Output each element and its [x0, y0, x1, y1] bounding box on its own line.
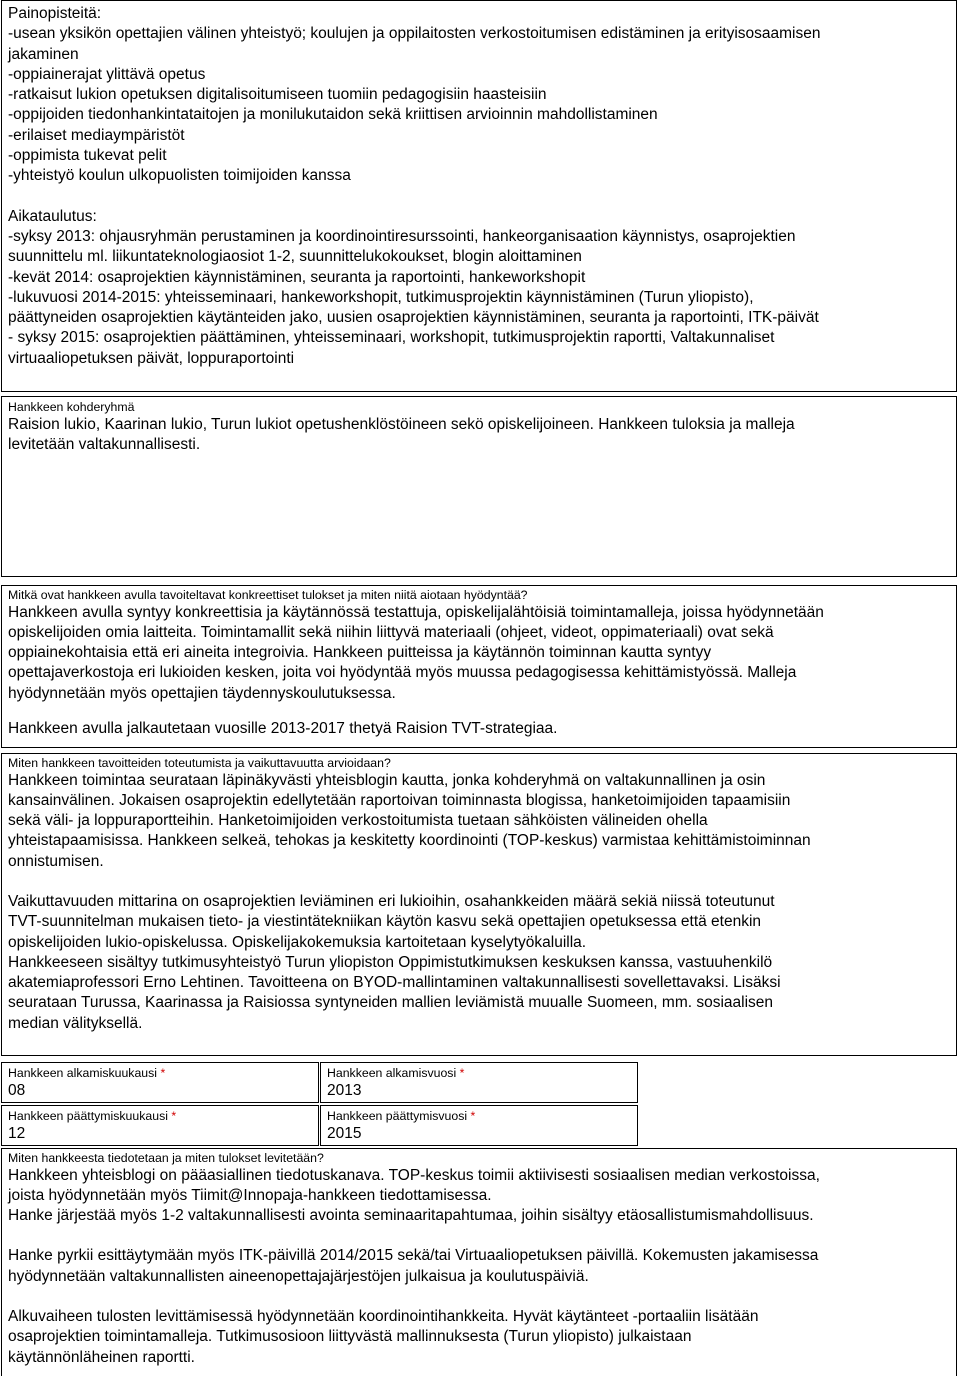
- start-year-value: 2013: [327, 1081, 362, 1099]
- text-line: Alkuvaiheen tulosten levittämisessä hyödynnetään koordinointihankkeita. Hyvät käytänteet -portaaliin lisätään: [8, 1307, 759, 1325]
- text-line: Painopisteitä:: [8, 5, 102, 22]
- text-line: Hankkeen toimintaa seurataan läpinäkyvästi yhteisblogin kautta, jonka kohderyhmä on valtakunnallinen ja osin: [8, 771, 766, 789]
- text-line: sekä väli- ja loppuraportteihin. Hanketoimijoiden verkostoitumista tuetaan sähköisten välineiden ohella: [8, 812, 708, 830]
- text-line: -oppimista tukevat pelit: [8, 147, 167, 165]
- field-label: Hankkeen alkamisvuosi *: [327, 1066, 465, 1080]
- text-line: opettajaverkostoja eri lukioiden kesken, joita voi hyödyntää myös muussa pedagogisessa kehittämistyössä. Malleja: [8, 664, 797, 682]
- monitoring-text: [8, 771, 950, 1035]
- text-line: akatemiaprofessori Erno Lehtinen. Tavoitteena on BYOD-mallintaminen valtakunnallisesti sovellettavaksi. Lisäksi: [8, 974, 781, 992]
- start-year-field: [320, 1062, 638, 1103]
- text-line: opiskelijoiden lukio-opiskelussa. Opiskelijakokemuksia kartoitetaan kyselytyökaluilla.: [8, 933, 587, 951]
- text-line: onnistumisen.: [8, 852, 104, 870]
- end-month-value: 12: [8, 1124, 26, 1142]
- target-group-box: [1, 396, 957, 577]
- results-text: [8, 603, 950, 740]
- text-line: -erilaiset mediaympäristöt: [8, 126, 185, 144]
- text-line: Aikataulutus:: [8, 207, 97, 225]
- field-label: Hankkeen kohderyhmä: [8, 400, 135, 414]
- text-line: - syksy 2015: osaprojektien päättäminen, yhteisseminaari, workshopit, tutkimusprojektin raportti, Valtakunnaliset: [8, 329, 775, 347]
- focus-schedule-box: [1, 0, 957, 392]
- start-month-field: [1, 1062, 319, 1103]
- end-year-value: 2015: [327, 1124, 362, 1142]
- text-line: virtuaaliopetuksen päivät, loppuraportointi: [8, 349, 295, 367]
- text-line: kansainvälinen. Jokaisen osaprojektin edellytetään raportoivan toiminnasta blogissa, hanketoimijoiden tapaamisiin: [8, 791, 791, 809]
- text-line: levitetään valtakunnallisesti.: [8, 435, 201, 453]
- text-line: -kevät 2014: osaprojektien käynnistäminen, seuranta ja raportointi, hankeworkshopit: [8, 268, 586, 286]
- end-year-field: [320, 1105, 638, 1146]
- text-line: yhteistapaamisissa. Hankkeen selkeä, tehokas ja keskitetty koordinointi (TOP-keskus) varmistaa kehittämistoiminnan: [8, 832, 811, 850]
- focus-areas-text: [8, 4, 950, 369]
- text-line: -oppiainerajat ylittävä opetus: [8, 65, 206, 83]
- text-line: -usean yksikön opettajien välinen yhteistyö; koulujen ja oppilaitosten verkostoitumisen edistäminen ja erityisosaamisen: [8, 25, 821, 43]
- text-line: TVT-suunnitelman mukaisen tieto- ja viestintätekniikan käytön kasvu sekä opettajien opetuksessa että etenkin: [8, 913, 762, 931]
- text-line: jakaminen: [8, 45, 79, 63]
- dissemination-box: [1, 1148, 957, 1376]
- field-label: Hankkeen alkamiskuukausi *: [8, 1066, 166, 1080]
- text-line: Hankkeen yhteisblogi on pääasiallinen tiedotuskanava. TOP-keskus toimii aktiivisesti sosiaalisen median verkostoissa,: [8, 1166, 820, 1184]
- text-line: Vaikuttavuuden mittarina on osaprojektien leviäminen eri lukioihin, osahankkeiden määrä sekiä niissä toteutunut: [8, 892, 775, 910]
- dissemination-text: [8, 1166, 950, 1368]
- text-line: -lukuvuosi 2014-2015: yhteisseminaari, hankeworkshopit, tutkimusprojektin käynnistäminen (Turun yliopisto),: [8, 288, 754, 306]
- text-line: joista hyödynnetään myös Tiimit@Innopaja-hankkeen tiedottamisessa.: [8, 1186, 492, 1204]
- field-label: Mitkä ovat hankkeen avulla tavoiteltavat konkreettiset tulokset ja miten niitä aiotaan hyödyntää?: [8, 588, 528, 602]
- text-line: hyödynnetään myös opettajien täydennyskoulutuksessa.: [8, 684, 396, 702]
- results-box: [1, 585, 957, 748]
- text-line: Hanke järjestää myös 1-2 valtakunnallisesti avointa seminaaritapahtumaa, joihin sisältyy etäosallistumismahdollisuus.: [8, 1207, 814, 1225]
- field-label: Hankkeen päättymisvuosi *: [327, 1109, 476, 1123]
- text-line: päättyneiden osaprojektien käytänteiden jako, uusien osaprojektien käynnistäminen, seuranta ja raportointi, ITK-päivät: [8, 309, 819, 327]
- target-group-text: [8, 415, 950, 456]
- text-line: hyödynnetään valtakunnallisten aineenopettajajärjestöjen julkaisua ja koulutuspäiviä.: [8, 1267, 589, 1285]
- text-line: -ratkaisut lukion opetuksen digitalisoitumiseen tuomiin pedagogisiin haasteisiin: [8, 86, 547, 104]
- text-line: seurataan Turussa, Kaarinassa ja Raisiossa syntyneiden mallien leviämistä muualle Suomeen, mm. sosiaalisen: [8, 994, 774, 1012]
- required-marker: *: [459, 1066, 465, 1080]
- field-label: Miten hankkeen tavoitteiden toteutumista ja vaikuttavuutta arvioidaan?: [8, 756, 391, 770]
- text-line: Hankkeen avulla jalkautetaan vuosille 2013-2017 thetyä Raision TVT-strategiaa.: [8, 719, 558, 737]
- text-line: Hanke pyrkii esittäytymään myös ITK-päivillä 2014/2015 sekä/tai Virtuaaliopetuksen päivillä. Kokemusten jakamisessa: [8, 1247, 819, 1265]
- text-line: -syksy 2013: ohjausryhmän perustaminen ja koordinointiresurssointi, hankeorganisaation käynnistys, osaprojektien: [8, 227, 796, 245]
- text-line: opiskelijoiden omia laitteita. Toimintamallit sekä niihin liittyvä materiaali (ohjeet, videot, oppimateriaali) ovat sekä: [8, 623, 774, 641]
- text-line: Hankkeen avulla syntyy konkreettisia ja käytännössä testattuja, opiskelijalähtöisiä toimintamalleja, joissa hyödynnetään: [8, 603, 824, 621]
- required-marker: *: [160, 1066, 166, 1080]
- text-line: oppiainekohtaisia että eri aineita integroivia. Hankkeen puitteissa ja käytännön toiminnan kautta syntyy: [8, 644, 712, 662]
- field-label: Hankkeen päättymiskuukausi *: [8, 1109, 177, 1123]
- required-marker: *: [171, 1109, 177, 1123]
- start-month-value: 08: [8, 1081, 26, 1099]
- monitoring-box: [1, 753, 957, 1056]
- field-label: Miten hankkeesta tiedotetaan ja miten tulokset levitetään?: [8, 1151, 324, 1165]
- text-line: Hankkeeseen sisältyy tutkimusyhteistyö Turun yliopiston Oppimistutkimuksen keskuksen kanssa, vastuuhenkilö: [8, 953, 773, 971]
- text-line: Raision lukio, Kaarinan lukio, Turun lukiot opetushenklöstöineen sekö opiskelijoineen. Hankkeen tuloksia ja malleja: [8, 415, 795, 433]
- required-marker: *: [470, 1109, 476, 1123]
- text-line: median välityksellä.: [8, 1014, 143, 1032]
- end-month-field: [1, 1105, 319, 1146]
- text-line: -oppijoiden tiedonhankintataitojen ja monilukutaidon sekä kriittisen arvioinnin mahdollistaminen: [8, 106, 658, 124]
- text-line: suunnittelu ml. liikuntateknologiaosiot 1-2, suunnittelukokoukset, blogin aloittaminen: [8, 248, 582, 266]
- text-line: -yhteistyö koulun ulkopuolisten toimijoiden kanssa: [8, 167, 351, 185]
- text-line: osaprojektien toimintamalleja. Tutkimusosioon liittyvästä mallinnuksesta (Turun yliopisto) julkaistaan: [8, 1328, 692, 1346]
- text-line: käytännönläheinen raportti.: [8, 1348, 195, 1366]
